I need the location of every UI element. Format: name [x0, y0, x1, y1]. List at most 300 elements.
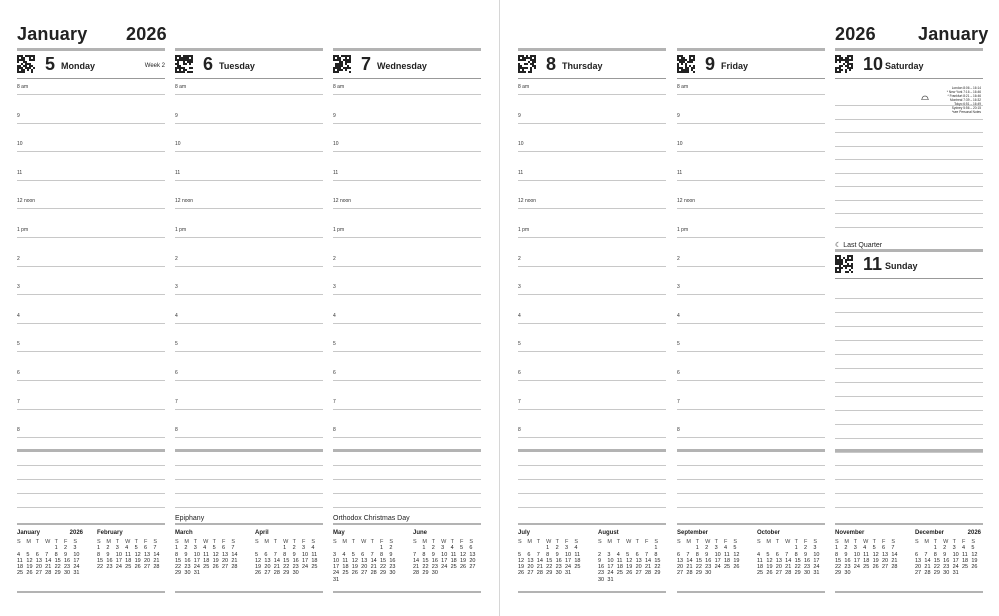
- date-cell[interactable]: 15: [97, 557, 104, 564]
- hour-slot-line[interactable]: [677, 380, 825, 381]
- date-cell[interactable]: 3: [73, 545, 77, 552]
- date-cell[interactable]: 21: [153, 557, 160, 564]
- date-cell[interactable]: 6: [143, 545, 148, 552]
- date-cell[interactable]: 15: [283, 557, 290, 564]
- date-cell[interactable]: 23: [63, 564, 71, 571]
- hour-slot-line[interactable]: [175, 437, 323, 438]
- date-cell[interactable]: 23: [598, 570, 605, 577]
- hour-slot-line[interactable]: [677, 237, 825, 238]
- date-cell[interactable]: 6: [264, 551, 268, 558]
- date-cell[interactable]: 19: [626, 564, 633, 571]
- date-cell[interactable]: 10: [607, 557, 614, 564]
- date-cell[interactable]: 22: [97, 564, 104, 571]
- date-cell[interactable]: 20: [915, 564, 922, 571]
- date-cell[interactable]: 5: [134, 545, 138, 552]
- date-cell[interactable]: 27: [775, 570, 782, 577]
- date-cell[interactable]: 26: [733, 564, 740, 571]
- date-cell[interactable]: 17: [853, 557, 860, 564]
- date-cell[interactable]: 25: [450, 564, 457, 571]
- date-cell[interactable]: 22: [695, 564, 702, 571]
- hour-slot-line[interactable]: [333, 409, 481, 410]
- date-cell[interactable]: 12: [872, 551, 879, 558]
- sunday-line[interactable]: [835, 354, 983, 355]
- date-cell[interactable]: 14: [686, 557, 693, 564]
- date-cell[interactable]: 12: [134, 551, 141, 558]
- date-cell[interactable]: 16: [844, 557, 851, 564]
- date-cell[interactable]: 24: [115, 564, 122, 571]
- date-cell[interactable]: 2: [555, 545, 559, 552]
- date-cell[interactable]: 19: [971, 557, 978, 564]
- hour-slot-line[interactable]: [17, 94, 165, 95]
- sunday-line[interactable]: [835, 410, 983, 411]
- hour-slot-line[interactable]: [677, 94, 825, 95]
- date-cell[interactable]: 11: [450, 551, 457, 558]
- date-cell[interactable]: 6: [221, 545, 226, 552]
- date-cell[interactable]: 25: [961, 564, 969, 571]
- date-cell[interactable]: 23: [705, 564, 712, 571]
- date-cell[interactable]: 24: [301, 564, 309, 571]
- date-cell[interactable]: 17: [193, 557, 200, 564]
- date-cell[interactable]: 9: [106, 551, 110, 558]
- date-cell[interactable]: 10: [441, 551, 448, 558]
- note-line[interactable]: [677, 465, 825, 466]
- date-cell[interactable]: 12: [255, 557, 262, 564]
- hour-slot-line[interactable]: [677, 437, 825, 438]
- sunday-line[interactable]: [835, 452, 983, 453]
- date-cell[interactable]: 11: [342, 557, 349, 564]
- date-cell[interactable]: 24: [333, 570, 340, 577]
- date-cell[interactable]: 1: [175, 545, 179, 552]
- sunday-line[interactable]: [835, 340, 983, 341]
- note-line[interactable]: [835, 507, 983, 508]
- date-cell[interactable]: 9: [943, 551, 947, 558]
- date-cell[interactable]: 28: [644, 570, 652, 577]
- date-cell[interactable]: 22: [54, 564, 61, 571]
- date-cell[interactable]: 10: [193, 551, 200, 558]
- hour-slot-line[interactable]: [518, 323, 666, 324]
- date-cell[interactable]: 3: [813, 545, 817, 552]
- note-line[interactable]: [333, 465, 481, 466]
- date-cell[interactable]: 26: [26, 570, 33, 577]
- date-cell[interactable]: 16: [389, 557, 396, 564]
- date-cell[interactable]: 7: [45, 551, 49, 558]
- date-cell[interactable]: 2: [598, 551, 602, 558]
- date-cell[interactable]: 24: [564, 564, 572, 571]
- hour-slot-line[interactable]: [175, 409, 323, 410]
- date-cell[interactable]: 3: [564, 545, 569, 552]
- date-cell[interactable]: 20: [635, 564, 642, 571]
- hour-slot-line[interactable]: [17, 266, 165, 267]
- date-cell[interactable]: 4: [961, 545, 966, 552]
- hour-slot-line[interactable]: [333, 294, 481, 295]
- date-cell[interactable]: 13: [143, 551, 151, 558]
- date-cell[interactable]: 17: [952, 557, 959, 564]
- date-cell[interactable]: 3: [607, 551, 611, 558]
- date-cell[interactable]: 14: [153, 551, 160, 558]
- sunday-line[interactable]: [835, 382, 983, 383]
- date-cell[interactable]: 29: [422, 570, 429, 577]
- note-line[interactable]: [17, 507, 165, 508]
- date-cell[interactable]: 7: [231, 545, 235, 552]
- date-cell[interactable]: 5: [212, 545, 216, 552]
- date-cell[interactable]: 2: [943, 545, 947, 552]
- date-cell[interactable]: 25: [863, 564, 870, 571]
- hour-slot-line[interactable]: [677, 323, 825, 324]
- hour-slot-line[interactable]: [175, 208, 323, 209]
- date-cell[interactable]: 2: [844, 545, 848, 552]
- date-cell[interactable]: 21: [370, 564, 377, 571]
- date-cell[interactable]: 9: [555, 551, 559, 558]
- date-cell[interactable]: 11: [574, 551, 581, 558]
- date-cell[interactable]: 1: [283, 545, 287, 552]
- note-line[interactable]: [333, 507, 481, 508]
- date-cell[interactable]: 20: [35, 564, 42, 571]
- date-cell[interactable]: 26: [872, 564, 879, 571]
- date-cell[interactable]: 4: [723, 545, 728, 552]
- note-line[interactable]: [17, 493, 165, 494]
- date-cell[interactable]: 28: [924, 570, 931, 577]
- date-cell[interactable]: 23: [292, 564, 299, 571]
- date-cell[interactable]: 11: [723, 551, 730, 558]
- hour-slot-line[interactable]: [518, 94, 666, 95]
- date-cell[interactable]: 9: [844, 551, 848, 558]
- date-cell[interactable]: 14: [370, 557, 377, 564]
- saturday-line[interactable]: [835, 186, 983, 187]
- date-cell[interactable]: 22: [835, 564, 842, 571]
- date-cell[interactable]: 23: [943, 564, 950, 571]
- date-cell[interactable]: 7: [273, 551, 277, 558]
- date-cell[interactable]: 19: [733, 557, 740, 564]
- date-cell[interactable]: 7: [924, 551, 928, 558]
- date-cell[interactable]: 26: [134, 564, 141, 571]
- date-cell[interactable]: 17: [714, 557, 721, 564]
- hour-slot-line[interactable]: [175, 123, 323, 124]
- date-cell[interactable]: 8: [54, 551, 58, 558]
- date-cell[interactable]: 27: [527, 570, 534, 577]
- date-cell[interactable]: 15: [54, 557, 61, 564]
- saturday-line[interactable]: [835, 159, 983, 160]
- hour-slot-line[interactable]: [175, 323, 323, 324]
- date-cell[interactable]: 20: [221, 557, 229, 564]
- sunday-line[interactable]: [835, 368, 983, 369]
- date-cell[interactable]: 27: [143, 564, 151, 571]
- date-cell[interactable]: 6: [635, 551, 639, 558]
- date-cell[interactable]: 13: [264, 557, 271, 564]
- date-cell[interactable]: 16: [598, 564, 605, 571]
- note-line[interactable]: [17, 465, 165, 466]
- date-cell[interactable]: 5: [351, 551, 355, 558]
- date-cell[interactable]: 26: [766, 570, 773, 577]
- note-line[interactable]: [518, 465, 666, 466]
- date-cell[interactable]: 2: [705, 545, 709, 552]
- date-cell[interactable]: 12: [26, 557, 33, 564]
- date-cell[interactable]: 12: [766, 557, 773, 564]
- date-cell[interactable]: 13: [361, 557, 368, 564]
- date-cell[interactable]: 2: [292, 545, 296, 552]
- date-cell[interactable]: 28: [686, 570, 693, 577]
- note-line[interactable]: [175, 493, 323, 494]
- date-cell[interactable]: 7: [686, 551, 690, 558]
- date-cell[interactable]: 21: [924, 564, 931, 571]
- date-cell[interactable]: 4: [203, 545, 207, 552]
- date-cell[interactable]: 13: [469, 551, 476, 558]
- date-cell[interactable]: 20: [527, 564, 534, 571]
- date-cell[interactable]: 30: [705, 570, 712, 577]
- hour-slot-line[interactable]: [175, 351, 323, 352]
- date-cell[interactable]: 10: [333, 557, 340, 564]
- date-cell[interactable]: 8: [654, 551, 658, 558]
- date-cell[interactable]: 24: [813, 564, 820, 571]
- hour-slot-line[interactable]: [175, 94, 323, 95]
- note-line[interactable]: [835, 465, 983, 466]
- date-cell[interactable]: 20: [143, 557, 151, 564]
- date-cell[interactable]: 2: [106, 545, 110, 552]
- date-cell[interactable]: 28: [153, 564, 160, 571]
- hour-slot-line[interactable]: [175, 380, 323, 381]
- hour-slot-line[interactable]: [518, 409, 666, 410]
- date-cell[interactable]: 12: [459, 551, 467, 558]
- sunday-line[interactable]: [835, 298, 983, 299]
- date-cell[interactable]: 11: [616, 557, 623, 564]
- saturday-line[interactable]: [835, 119, 983, 120]
- date-cell[interactable]: 12: [733, 551, 740, 558]
- date-cell[interactable]: 14: [785, 557, 792, 564]
- date-cell[interactable]: 21: [413, 564, 420, 571]
- date-cell[interactable]: 18: [723, 557, 731, 564]
- date-cell[interactable]: 18: [450, 557, 457, 564]
- date-cell[interactable]: 1: [546, 545, 550, 552]
- date-cell[interactable]: 22: [654, 564, 661, 571]
- date-cell[interactable]: 8: [283, 551, 287, 558]
- date-cell[interactable]: 5: [971, 545, 975, 552]
- date-cell[interactable]: 11: [961, 551, 968, 558]
- date-cell[interactable]: 14: [273, 557, 280, 564]
- date-cell[interactable]: 11: [125, 551, 131, 558]
- hour-slot-line[interactable]: [333, 380, 481, 381]
- date-cell[interactable]: 17: [115, 557, 122, 564]
- date-cell[interactable]: 23: [106, 564, 113, 571]
- date-cell[interactable]: 26: [518, 570, 525, 577]
- date-cell[interactable]: 26: [459, 564, 467, 571]
- date-cell[interactable]: 17: [441, 557, 448, 564]
- hour-slot-line[interactable]: [518, 380, 666, 381]
- hour-slot-line[interactable]: [17, 323, 165, 324]
- date-cell[interactable]: 17: [333, 564, 340, 571]
- date-cell[interactable]: 3: [441, 545, 445, 552]
- date-cell[interactable]: 25: [723, 564, 731, 571]
- hour-slot-line[interactable]: [17, 351, 165, 352]
- date-cell[interactable]: 7: [153, 545, 157, 552]
- date-cell[interactable]: 14: [924, 557, 931, 564]
- sunday-line[interactable]: [835, 312, 983, 313]
- date-cell[interactable]: 16: [803, 557, 811, 564]
- date-cell[interactable]: 10: [853, 551, 860, 558]
- date-cell[interactable]: 31: [564, 570, 572, 577]
- sunday-line[interactable]: [835, 326, 983, 327]
- date-cell[interactable]: 11: [17, 557, 23, 564]
- date-cell[interactable]: 29: [933, 570, 940, 577]
- hour-slot-line[interactable]: [175, 180, 323, 181]
- sunday-line[interactable]: [835, 438, 983, 439]
- date-cell[interactable]: 29: [54, 570, 61, 577]
- sunday-line[interactable]: [835, 396, 983, 397]
- date-cell[interactable]: 4: [311, 545, 315, 552]
- date-cell[interactable]: 11: [863, 551, 869, 558]
- date-cell[interactable]: 29: [175, 570, 182, 577]
- date-cell[interactable]: 5: [255, 551, 259, 558]
- date-cell[interactable]: 15: [933, 557, 940, 564]
- date-cell[interactable]: 2: [803, 545, 808, 552]
- date-cell[interactable]: 19: [459, 557, 467, 564]
- hour-slot-line[interactable]: [677, 151, 825, 152]
- date-cell[interactable]: 26: [971, 564, 978, 571]
- date-cell[interactable]: 18: [574, 557, 581, 564]
- hour-slot-line[interactable]: [677, 409, 825, 410]
- date-cell[interactable]: 14: [644, 557, 652, 564]
- hour-slot-line[interactable]: [333, 123, 481, 124]
- date-cell[interactable]: 5: [733, 545, 737, 552]
- date-cell[interactable]: 11: [203, 551, 209, 558]
- date-cell[interactable]: 13: [35, 557, 42, 564]
- note-line[interactable]: [677, 479, 825, 480]
- hour-slot-line[interactable]: [175, 266, 323, 267]
- date-cell[interactable]: 21: [891, 557, 898, 564]
- date-cell[interactable]: 19: [26, 564, 33, 571]
- date-cell[interactable]: 25: [203, 564, 210, 571]
- date-cell[interactable]: 24: [714, 564, 721, 571]
- date-cell[interactable]: 19: [872, 557, 879, 564]
- date-cell[interactable]: 19: [518, 564, 525, 571]
- date-cell[interactable]: 13: [677, 557, 684, 564]
- date-cell[interactable]: 29: [695, 570, 702, 577]
- date-cell[interactable]: 18: [961, 557, 969, 564]
- date-cell[interactable]: 9: [389, 551, 393, 558]
- date-cell[interactable]: 16: [705, 557, 712, 564]
- date-cell[interactable]: 28: [231, 564, 238, 571]
- date-cell[interactable]: 9: [63, 551, 68, 558]
- date-cell[interactable]: 22: [175, 564, 182, 571]
- date-cell[interactable]: 1: [654, 545, 658, 552]
- date-cell[interactable]: 29: [794, 570, 801, 577]
- date-cell[interactable]: 20: [677, 564, 684, 571]
- date-cell[interactable]: 4: [17, 551, 21, 558]
- date-cell[interactable]: 18: [616, 564, 623, 571]
- date-cell[interactable]: 31: [813, 570, 820, 577]
- date-cell[interactable]: 20: [775, 564, 782, 571]
- date-cell[interactable]: 18: [863, 557, 870, 564]
- date-cell[interactable]: 14: [891, 551, 898, 558]
- date-cell[interactable]: 14: [45, 557, 52, 564]
- date-cell[interactable]: 11: [311, 551, 318, 558]
- date-cell[interactable]: 4: [450, 545, 454, 552]
- note-line[interactable]: [333, 493, 481, 494]
- date-cell[interactable]: 16: [184, 557, 191, 564]
- date-cell[interactable]: 31: [607, 576, 614, 583]
- date-cell[interactable]: 15: [654, 557, 661, 564]
- date-cell[interactable]: 25: [342, 570, 349, 577]
- date-cell[interactable]: 4: [125, 545, 129, 552]
- date-cell[interactable]: 5: [626, 551, 630, 558]
- date-cell[interactable]: 6: [881, 545, 886, 552]
- date-cell[interactable]: 30: [63, 570, 71, 577]
- hour-slot-line[interactable]: [518, 237, 666, 238]
- date-cell[interactable]: 8: [175, 551, 179, 558]
- date-cell[interactable]: 20: [361, 564, 368, 571]
- date-cell[interactable]: 15: [546, 557, 553, 564]
- date-cell[interactable]: 15: [379, 557, 387, 564]
- date-cell[interactable]: 24: [853, 564, 860, 571]
- date-cell[interactable]: 23: [431, 564, 438, 571]
- hour-slot-line[interactable]: [518, 351, 666, 352]
- date-cell[interactable]: 21: [273, 564, 280, 571]
- date-cell[interactable]: 13: [775, 557, 782, 564]
- date-cell[interactable]: 26: [626, 570, 633, 577]
- saturday-line[interactable]: [835, 200, 983, 201]
- date-cell[interactable]: 4: [616, 551, 620, 558]
- date-cell[interactable]: 6: [527, 551, 531, 558]
- date-cell[interactable]: 12: [351, 557, 358, 564]
- date-cell[interactable]: 6: [361, 551, 365, 558]
- hour-slot-line[interactable]: [333, 94, 481, 95]
- note-line[interactable]: [518, 493, 666, 494]
- sunday-line[interactable]: [835, 424, 983, 425]
- hour-slot-line[interactable]: [17, 437, 165, 438]
- date-cell[interactable]: 21: [536, 564, 543, 571]
- date-cell[interactable]: 8: [933, 551, 937, 558]
- date-cell[interactable]: 5: [459, 545, 464, 552]
- hour-slot-line[interactable]: [677, 294, 825, 295]
- date-cell[interactable]: 3: [714, 545, 718, 552]
- date-cell[interactable]: 8: [97, 551, 101, 558]
- date-cell[interactable]: 27: [35, 570, 42, 577]
- date-cell[interactable]: 25: [17, 570, 24, 577]
- date-cell[interactable]: 28: [413, 570, 420, 577]
- date-cell[interactable]: 25: [311, 564, 318, 571]
- date-cell[interactable]: 17: [607, 564, 614, 571]
- date-cell[interactable]: 22: [283, 564, 290, 571]
- date-cell[interactable]: 23: [555, 564, 562, 571]
- date-cell[interactable]: 20: [881, 557, 889, 564]
- hour-slot-line[interactable]: [518, 123, 666, 124]
- date-cell[interactable]: 3: [115, 545, 119, 552]
- hour-slot-line[interactable]: [518, 151, 666, 152]
- date-cell[interactable]: 30: [803, 570, 811, 577]
- hour-slot-line[interactable]: [333, 351, 481, 352]
- date-cell[interactable]: 22: [379, 564, 387, 571]
- hour-slot-line[interactable]: [17, 294, 165, 295]
- date-cell[interactable]: 3: [193, 545, 197, 552]
- hour-slot-line[interactable]: [17, 180, 165, 181]
- saturday-line[interactable]: [835, 227, 983, 228]
- date-cell[interactable]: 3: [301, 545, 306, 552]
- date-cell[interactable]: 4: [574, 545, 578, 552]
- date-cell[interactable]: 21: [231, 557, 238, 564]
- date-cell[interactable]: 13: [635, 557, 642, 564]
- date-cell[interactable]: 15: [175, 557, 182, 564]
- date-cell[interactable]: 22: [933, 564, 940, 571]
- date-cell[interactable]: 30: [431, 570, 438, 577]
- date-cell[interactable]: 21: [644, 564, 652, 571]
- date-cell[interactable]: 16: [431, 557, 438, 564]
- hour-slot-line[interactable]: [333, 208, 481, 209]
- date-cell[interactable]: 9: [803, 551, 808, 558]
- date-cell[interactable]: 1: [835, 545, 839, 552]
- date-cell[interactable]: 21: [686, 564, 693, 571]
- date-cell[interactable]: 24: [607, 570, 614, 577]
- hour-slot-line[interactable]: [518, 180, 666, 181]
- hour-slot-line[interactable]: [333, 180, 481, 181]
- date-cell[interactable]: 31: [333, 576, 340, 583]
